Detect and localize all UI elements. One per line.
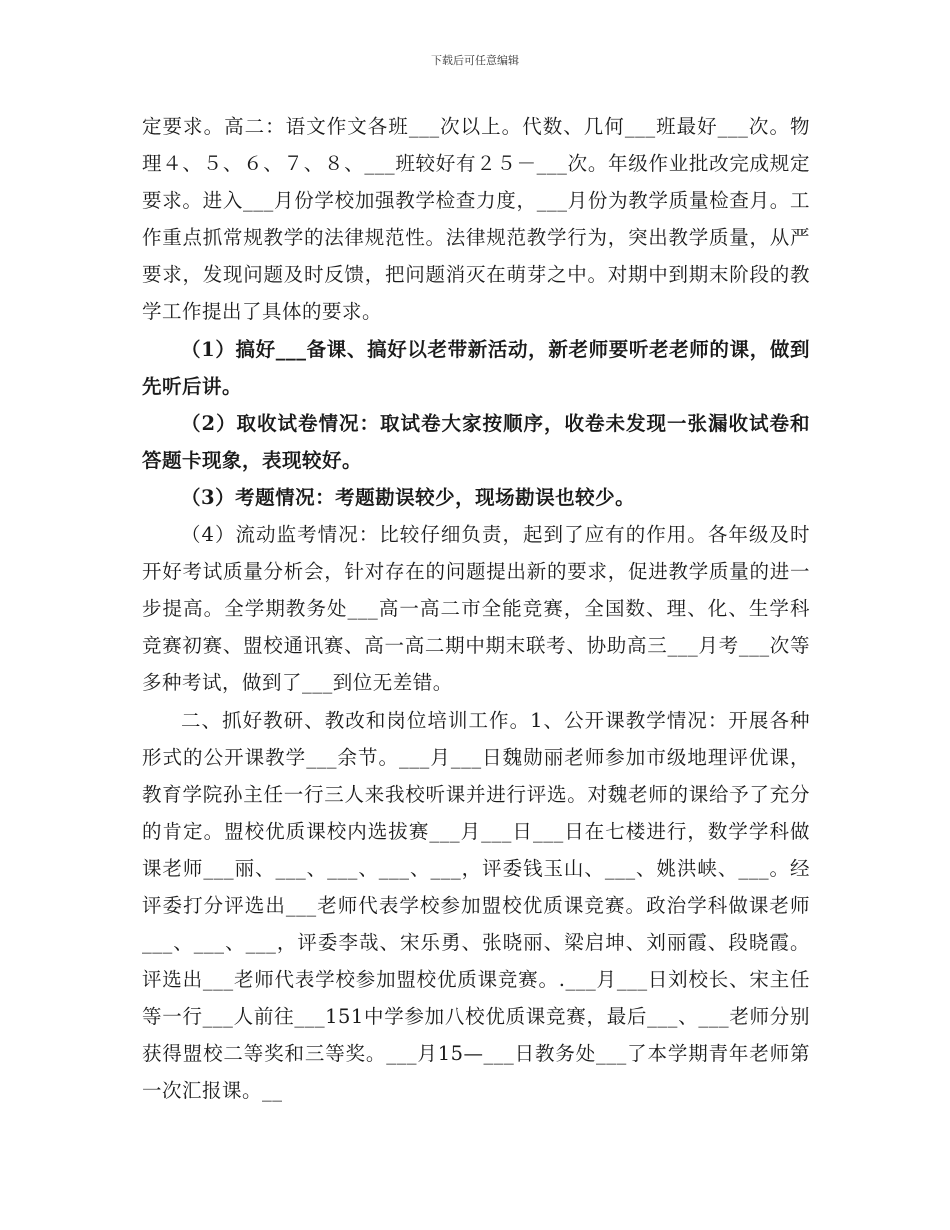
paragraph-item-1: （1）搞好___备课、搞好以老带新活动，新老师要听老老师的课，做到先听后讲。 bbox=[142, 337, 810, 398]
paragraph-section-2: 二、抓好教研、教改和岗位培训工作。1、公开课教学情况：开展各种形式的公开课教学___余节。___月___日魏勋丽老师参加市级地理评优课，教育学院孙主任一行三人来我校听课并进行评选。对魏老师的课给予了充分的肯定。盟校优质课校内选拔赛___月___日___日在七楼进行，数学学科做课老师___丽、___、___、___、___，评委钱玉山、___、姚洪峡、___。经评委打分评选出___老师代表学校参加盟校优质课竞赛。政治学科做课老师___、___、___，评委李哉、宋乐勇、张晓丽、梁启坤、刘丽霞、段晓霞。评选出___老师代表学校参加盟校优质课竞赛。.___月___日刘校长、宋主任等一行___人前往___151中学参加八校优质课竞赛，最后___、___老师分别获得盟校二等奖和三等奖。___月15—___日教务处___了本学期青年老师第一次汇报课。__ bbox=[142, 708, 810, 1103]
paragraph-item-3: （3）考题情况：考题勘误较少，现场勘误也较少。 bbox=[181, 485, 636, 509]
document-body bbox=[142, 108, 810, 1110]
paragraph-item-2: （2）取收试卷情况：取试卷大家按顺序，收卷未发现一张漏收试卷和答题卡现象，表现较好。 bbox=[142, 411, 810, 472]
page-header: 下载后可任意编辑 bbox=[431, 54, 519, 67]
paragraph-item-4: （4）流动监考情况：比较仔细负责，起到了应有的作用。各年级及时开好考试质量分析会，针对存在的问题提出新的要求，促进教学质量的进一步提高。全学期教务处___高一高二市全能竞赛，全国数、理、化、生学科竞赛初赛、盟校通讯赛、高一高二期中期末联考、协助高三___月考___次等多种考试，做到了___到位无差错。 bbox=[142, 523, 810, 695]
paragraph-continuation: 定要求。高二：语文作文各班___次以上。代数、几何___班最好___次。物理４、５、６、７、８、___班较好有２５－___次。年级作业批改完成规定要求。进入___月份学校加强教学检查力度，___月份为教学质量检查月。工作重点抓常规教学的法律规范性。法律规范教学行为，突出教学质量，从严要求，发现问题及时反馈，把问题消灭在萌芽之中。对期中到期末阶段的教学工作提出了具体的要求。 bbox=[142, 115, 810, 324]
